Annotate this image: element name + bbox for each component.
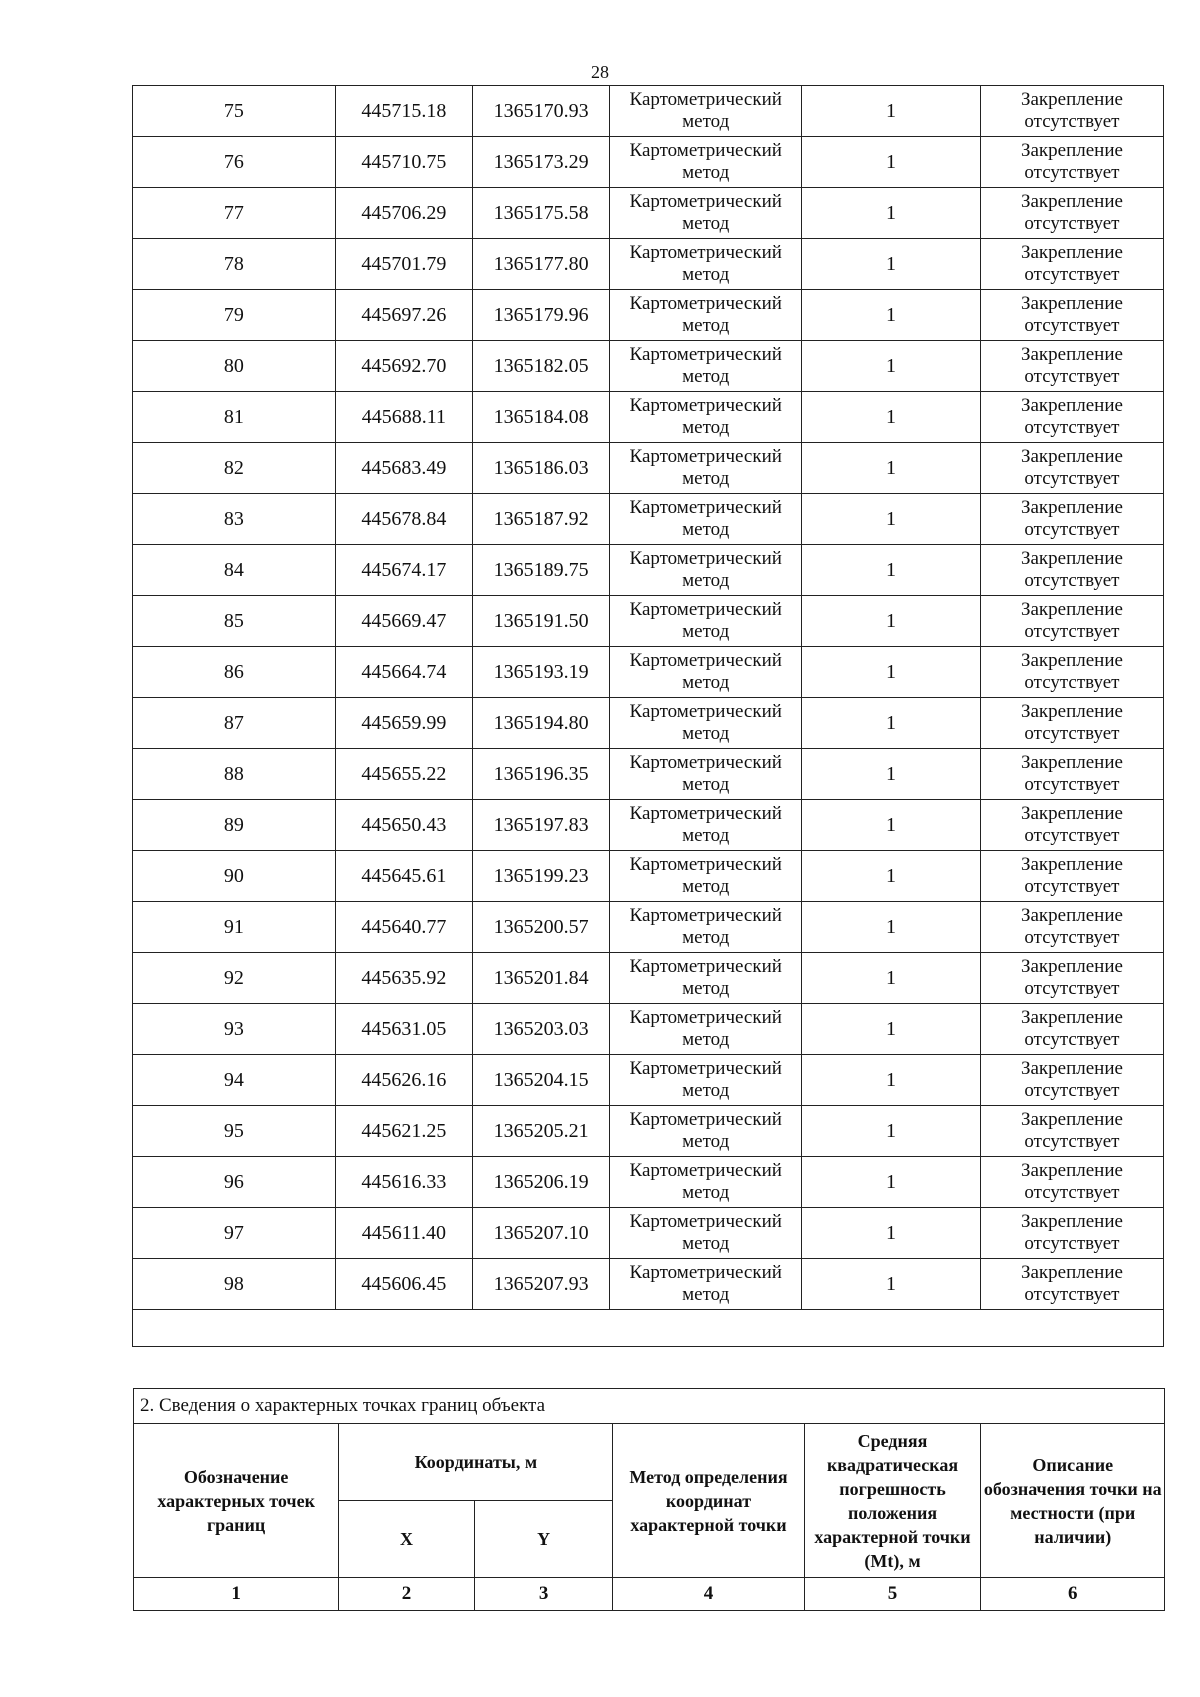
table-row — [133, 1055, 1164, 1106]
table-row — [133, 800, 1164, 851]
accuracy-cell: 1 — [802, 1106, 981, 1157]
table-row — [133, 137, 1164, 188]
table-row — [133, 341, 1164, 392]
coord-y-cell: 1365182.05 — [473, 341, 610, 392]
coord-y-cell: 1365207.10 — [473, 1208, 610, 1259]
table-row — [133, 1106, 1164, 1157]
coord-y-cell: 1365200.57 — [473, 902, 610, 953]
table-row — [133, 1259, 1164, 1310]
description-cell: Закрепление отсутствует — [980, 545, 1163, 596]
coord-y-cell: 1365170.93 — [473, 86, 610, 137]
point-number-cell: 77 — [133, 188, 336, 239]
header-designation: Обозначение характерных точек границ — [134, 1424, 339, 1578]
point-number-cell: 94 — [133, 1055, 336, 1106]
table-row — [133, 392, 1164, 443]
description-cell: Закрепление отсутствует — [980, 902, 1163, 953]
description-cell: Закрепление отсутствует — [980, 1208, 1163, 1259]
column-number: 4 — [613, 1578, 804, 1611]
description-cell: Закрепление отсутствует — [980, 800, 1163, 851]
method-cell: Картометрический метод — [610, 494, 802, 545]
method-cell: Картометрический метод — [610, 851, 802, 902]
coord-x-cell: 445606.45 — [335, 1259, 472, 1310]
description-cell: Закрепление отсутствует — [980, 1259, 1163, 1310]
header-x: X — [339, 1501, 474, 1578]
method-cell: Картометрический метод — [610, 545, 802, 596]
description-cell: Закрепление отсутствует — [980, 341, 1163, 392]
accuracy-cell: 1 — [802, 1157, 981, 1208]
table-row — [133, 902, 1164, 953]
point-number-cell: 75 — [133, 86, 336, 137]
coord-y-cell: 1365204.15 — [473, 1055, 610, 1106]
table-row — [133, 647, 1164, 698]
coord-y-cell: 1365201.84 — [473, 953, 610, 1004]
point-number-cell: 92 — [133, 953, 336, 1004]
coord-x-cell: 445616.33 — [335, 1157, 472, 1208]
coord-y-cell: 1365186.03 — [473, 443, 610, 494]
method-cell: Картометрический метод — [610, 1157, 802, 1208]
accuracy-cell: 1 — [802, 749, 981, 800]
description-cell: Закрепление отсутствует — [980, 1055, 1163, 1106]
column-number: 6 — [981, 1578, 1165, 1611]
point-number-cell: 96 — [133, 1157, 336, 1208]
table-row — [133, 188, 1164, 239]
coord-y-cell: 1365206.19 — [473, 1157, 610, 1208]
coord-x-cell: 445706.29 — [335, 188, 472, 239]
table-row — [133, 851, 1164, 902]
method-cell: Картометрический метод — [610, 1004, 802, 1055]
coord-y-cell: 1365179.96 — [473, 290, 610, 341]
coord-y-cell: 1365197.83 — [473, 800, 610, 851]
column-number: 5 — [804, 1578, 981, 1611]
coord-y-cell: 1365193.19 — [473, 647, 610, 698]
point-number-cell: 81 — [133, 392, 336, 443]
description-cell: Закрепление отсутствует — [980, 137, 1163, 188]
point-number-cell: 89 — [133, 800, 336, 851]
point-number-cell: 90 — [133, 851, 336, 902]
coord-x-cell: 445626.16 — [335, 1055, 472, 1106]
point-number-cell: 83 — [133, 494, 336, 545]
table-row — [133, 239, 1164, 290]
point-number-cell: 93 — [133, 1004, 336, 1055]
table-row — [133, 443, 1164, 494]
accuracy-cell: 1 — [802, 341, 981, 392]
point-number-cell: 95 — [133, 1106, 336, 1157]
accuracy-cell: 1 — [802, 596, 981, 647]
coord-y-cell: 1365175.58 — [473, 188, 610, 239]
point-number-cell: 84 — [133, 545, 336, 596]
coord-y-cell: 1365184.08 — [473, 392, 610, 443]
coord-x-cell: 445697.26 — [335, 290, 472, 341]
empty-cell — [133, 1310, 1164, 1347]
column-number: 1 — [134, 1578, 339, 1611]
method-cell: Картометрический метод — [610, 698, 802, 749]
point-number-cell: 85 — [133, 596, 336, 647]
coord-x-cell: 445650.43 — [335, 800, 472, 851]
description-cell: Закрепление отсутствует — [980, 698, 1163, 749]
coord-x-cell: 445715.18 — [335, 86, 472, 137]
description-cell: Закрепление отсутствует — [980, 86, 1163, 137]
coord-y-cell: 1365205.21 — [473, 1106, 610, 1157]
section-title: 2. Сведения о характерных точках границ объекта — [134, 1389, 1165, 1424]
table-row — [133, 953, 1164, 1004]
coord-y-cell: 1365203.03 — [473, 1004, 610, 1055]
table-row — [133, 290, 1164, 341]
coord-x-cell: 445611.40 — [335, 1208, 472, 1259]
method-cell: Картометрический метод — [610, 902, 802, 953]
header-description: Описание обозначения точки на местности (при наличии) — [981, 1424, 1165, 1578]
coord-x-cell: 445683.49 — [335, 443, 472, 494]
method-cell: Картометрический метод — [610, 188, 802, 239]
accuracy-cell: 1 — [802, 1208, 981, 1259]
point-number-cell: 98 — [133, 1259, 336, 1310]
table-body — [133, 86, 1164, 1310]
method-cell: Картометрический метод — [610, 86, 802, 137]
description-cell: Закрепление отсутствует — [980, 851, 1163, 902]
accuracy-cell: 1 — [802, 392, 981, 443]
table-row — [133, 86, 1164, 137]
method-cell: Картометрический метод — [610, 1106, 802, 1157]
coord-x-cell: 445655.22 — [335, 749, 472, 800]
coord-y-cell: 1365187.92 — [473, 494, 610, 545]
accuracy-cell: 1 — [802, 1259, 981, 1310]
table-row — [133, 494, 1164, 545]
point-number-cell: 80 — [133, 341, 336, 392]
accuracy-cell: 1 — [802, 545, 981, 596]
accuracy-cell: 1 — [802, 1004, 981, 1055]
method-cell: Картометрический метод — [610, 137, 802, 188]
coord-y-cell: 1365199.23 — [473, 851, 610, 902]
point-number-cell: 87 — [133, 698, 336, 749]
coord-y-cell: 1365173.29 — [473, 137, 610, 188]
accuracy-cell: 1 — [802, 647, 981, 698]
accuracy-cell: 1 — [802, 1055, 981, 1106]
accuracy-cell: 1 — [802, 851, 981, 902]
table-row — [133, 1004, 1164, 1055]
accuracy-cell: 1 — [802, 443, 981, 494]
coord-y-cell: 1365207.93 — [473, 1259, 610, 1310]
method-cell: Картометрический метод — [610, 749, 802, 800]
point-number-cell: 79 — [133, 290, 336, 341]
accuracy-cell: 1 — [802, 902, 981, 953]
header-y: Y — [474, 1501, 613, 1578]
coord-y-cell: 1365196.35 — [473, 749, 610, 800]
accuracy-cell: 1 — [802, 800, 981, 851]
accuracy-cell: 1 — [802, 494, 981, 545]
coord-x-cell: 445692.70 — [335, 341, 472, 392]
description-cell: Закрепление отсутствует — [980, 290, 1163, 341]
column-number: 3 — [474, 1578, 613, 1611]
description-cell: Закрепление отсутствует — [980, 647, 1163, 698]
method-cell: Картометрический метод — [610, 1055, 802, 1106]
coord-y-cell: 1365194.80 — [473, 698, 610, 749]
description-cell: Закрепление отсутствует — [980, 392, 1163, 443]
header-method: Метод определения координат характерной точки — [613, 1424, 804, 1578]
section-2-table — [133, 1388, 1165, 1611]
point-number-cell: 91 — [133, 902, 336, 953]
description-cell: Закрепление отсутствует — [980, 239, 1163, 290]
method-cell: Картометрический метод — [610, 800, 802, 851]
coord-x-cell: 445678.84 — [335, 494, 472, 545]
method-cell: Картометрический метод — [610, 647, 802, 698]
header-coordinates: Координаты, м — [339, 1424, 613, 1501]
table-row — [133, 1157, 1164, 1208]
description-cell: Закрепление отсутствует — [980, 749, 1163, 800]
method-cell: Картометрический метод — [610, 290, 802, 341]
boundary-points-table — [132, 85, 1164, 1347]
method-cell: Картометрический метод — [610, 596, 802, 647]
description-cell: Закрепление отсутствует — [980, 953, 1163, 1004]
method-cell: Картометрический метод — [610, 443, 802, 494]
page-number: 28 — [591, 62, 609, 82]
method-cell: Картометрический метод — [610, 1208, 802, 1259]
accuracy-cell: 1 — [802, 188, 981, 239]
point-number-cell: 97 — [133, 1208, 336, 1259]
point-number-cell: 88 — [133, 749, 336, 800]
table-row — [133, 698, 1164, 749]
table-row — [133, 749, 1164, 800]
point-number-cell: 82 — [133, 443, 336, 494]
coord-x-cell: 445664.74 — [335, 647, 472, 698]
description-cell: Закрепление отсутствует — [980, 1106, 1163, 1157]
coord-x-cell: 445659.99 — [335, 698, 472, 749]
coord-x-cell: 445635.92 — [335, 953, 472, 1004]
method-cell: Картометрический метод — [610, 1259, 802, 1310]
empty-table-row — [133, 1310, 1164, 1347]
coord-y-cell: 1365191.50 — [473, 596, 610, 647]
header-accuracy: Средняя квадратическая погрешность положения характерной точки (Mt), м — [804, 1424, 981, 1578]
description-cell: Закрепление отсутствует — [980, 1157, 1163, 1208]
table-row — [133, 596, 1164, 647]
point-number-cell: 76 — [133, 137, 336, 188]
point-number-cell: 86 — [133, 647, 336, 698]
coord-y-cell: 1365189.75 — [473, 545, 610, 596]
description-cell: Закрепление отсутствует — [980, 443, 1163, 494]
table-row — [133, 545, 1164, 596]
table-row — [133, 1208, 1164, 1259]
accuracy-cell: 1 — [802, 239, 981, 290]
coord-x-cell: 445710.75 — [335, 137, 472, 188]
accuracy-cell: 1 — [802, 698, 981, 749]
description-cell: Закрепление отсутствует — [980, 596, 1163, 647]
coord-x-cell: 445688.11 — [335, 392, 472, 443]
description-cell: Закрепление отсутствует — [980, 188, 1163, 239]
coord-x-cell: 445621.25 — [335, 1106, 472, 1157]
accuracy-cell: 1 — [802, 137, 981, 188]
coord-x-cell: 445674.17 — [335, 545, 472, 596]
point-number-cell: 78 — [133, 239, 336, 290]
coord-x-cell: 445640.77 — [335, 902, 472, 953]
coord-x-cell: 445631.05 — [335, 1004, 472, 1055]
accuracy-cell: 1 — [802, 290, 981, 341]
coord-x-cell: 445701.79 — [335, 239, 472, 290]
column-number: 2 — [339, 1578, 474, 1611]
description-cell: Закрепление отсутствует — [980, 494, 1163, 545]
accuracy-cell: 1 — [802, 86, 981, 137]
accuracy-cell: 1 — [802, 953, 981, 1004]
method-cell: Картометрический метод — [610, 341, 802, 392]
coord-y-cell: 1365177.80 — [473, 239, 610, 290]
description-cell: Закрепление отсутствует — [980, 1004, 1163, 1055]
coord-x-cell: 445645.61 — [335, 851, 472, 902]
coord-x-cell: 445669.47 — [335, 596, 472, 647]
method-cell: Картометрический метод — [610, 239, 802, 290]
method-cell: Картометрический метод — [610, 392, 802, 443]
method-cell: Картометрический метод — [610, 953, 802, 1004]
